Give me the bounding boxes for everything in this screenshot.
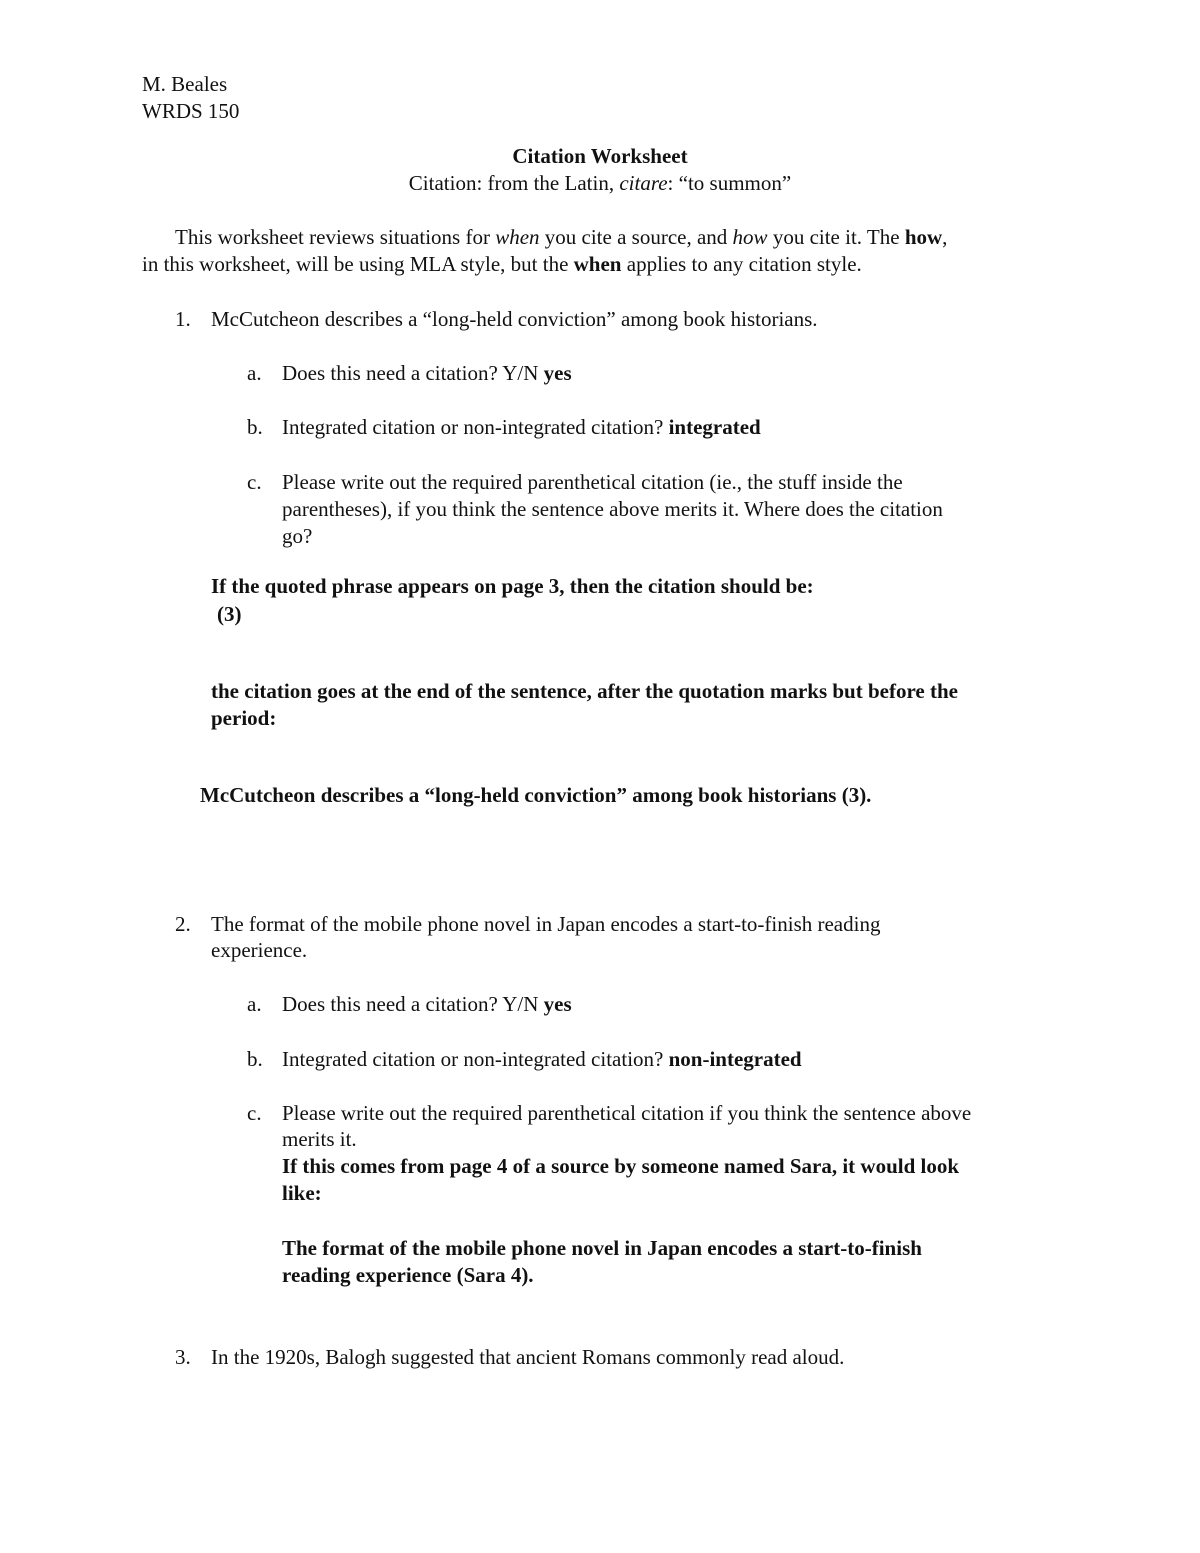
course-code: WRDS 150 <box>142 99 240 123</box>
subtitle-latin-word: citare <box>619 171 668 195</box>
question-2c-letter: c. <box>247 1101 262 1125</box>
question-2-number: 2. <box>175 912 191 936</box>
question-2c-line-2: merits it. <box>282 1127 357 1151</box>
question-2b-letter: b. <box>247 1047 263 1071</box>
question-1a-answer: yes <box>543 361 572 385</box>
question-2b-answer: non-integrated <box>668 1047 802 1071</box>
author-name: M. Beales <box>142 72 228 96</box>
question-1-placement-line-1: the citation goes at the end of the sentence, after the quotation marks but before the <box>211 679 958 703</box>
question-1b-letter: b. <box>247 415 263 439</box>
question-1c-letter: c. <box>247 470 262 494</box>
question-1-placement-line-2: period: <box>211 706 277 730</box>
question-2a-text <box>282 991 572 1018</box>
question-1a-text <box>282 360 572 387</box>
question-1c-line-2: parentheses), if you think the sentence above merits it. Where does the citation <box>282 497 943 521</box>
intro-line-1 <box>175 224 947 251</box>
question-2-line-2: experience. <box>211 938 308 962</box>
question-1a-prompt: Does this need a citation? Y/N <box>282 361 544 385</box>
intro-text: This worksheet reviews situations for <box>175 225 496 249</box>
intro-text: you cite a source, and <box>539 225 733 249</box>
intro-line-2 <box>142 251 862 278</box>
question-2c-answer-line-1: If this comes from page 4 of a source by someone named Sara, it would look <box>282 1154 960 1178</box>
intro-when-bold: when <box>573 252 622 276</box>
question-2b-prompt: Integrated citation or non-integrated citation? <box>282 1047 669 1071</box>
question-1-answer-line-1: If the quoted phrase appears on page 3, then the citation should be: <box>211 574 814 598</box>
question-2b-text <box>282 1046 802 1073</box>
question-2c-answer-line-2: like: <box>282 1181 322 1205</box>
question-1b-prompt: Integrated citation or non-integrated citation? <box>282 415 669 439</box>
question-2a-prompt: Does this need a citation? Y/N <box>282 992 544 1016</box>
intro-when-italic: when <box>495 225 540 249</box>
question-1a-letter: a. <box>247 361 262 385</box>
intro-text: in this worksheet, will be using MLA style, but the <box>142 252 574 276</box>
question-1-answer-citation: (3) <box>217 602 242 626</box>
question-1b-text <box>282 414 761 441</box>
intro-text: applies to any citation style. <box>621 252 862 276</box>
question-1c-line-3: go? <box>282 524 313 548</box>
intro-text: you cite it. The <box>767 225 905 249</box>
question-1c-line-1: Please write out the required parenthetical citation (ie., the stuff inside the <box>282 470 903 494</box>
subtitle-suffix: : “to summon” <box>667 171 792 195</box>
intro-text: , <box>942 225 948 249</box>
page-subtitle <box>0 170 1200 197</box>
question-2a-answer: yes <box>543 992 572 1016</box>
question-2c-line-1: Please write out the required parenthetical citation if you think the sentence above <box>282 1101 972 1125</box>
question-1-number: 1. <box>175 307 191 331</box>
question-1b-answer: integrated <box>668 415 761 439</box>
page-title: Citation Worksheet <box>512 144 688 168</box>
question-2a-letter: a. <box>247 992 262 1016</box>
question-2c-example-line-1: The format of the mobile phone novel in Japan encodes a start-to-finish <box>282 1236 922 1260</box>
question-3-text: In the 1920s, Balogh suggested that ancient Romans commonly read aloud. <box>211 1345 845 1369</box>
question-1-example-sentence: McCutcheon describes a “long-held conviction” among book historians (3). <box>200 783 872 807</box>
intro-how-bold: how <box>904 225 943 249</box>
question-2c-example-line-2: reading experience (Sara 4). <box>282 1263 534 1287</box>
intro-how-italic: how <box>732 225 768 249</box>
question-2-line-1: The format of the mobile phone novel in Japan encodes a start-to-finish reading <box>211 912 881 936</box>
subtitle-prefix: Citation: from the Latin, <box>408 171 620 195</box>
question-1-text: McCutcheon describes a “long-held conviction” among book historians. <box>211 307 818 331</box>
question-3-number: 3. <box>175 1345 191 1369</box>
